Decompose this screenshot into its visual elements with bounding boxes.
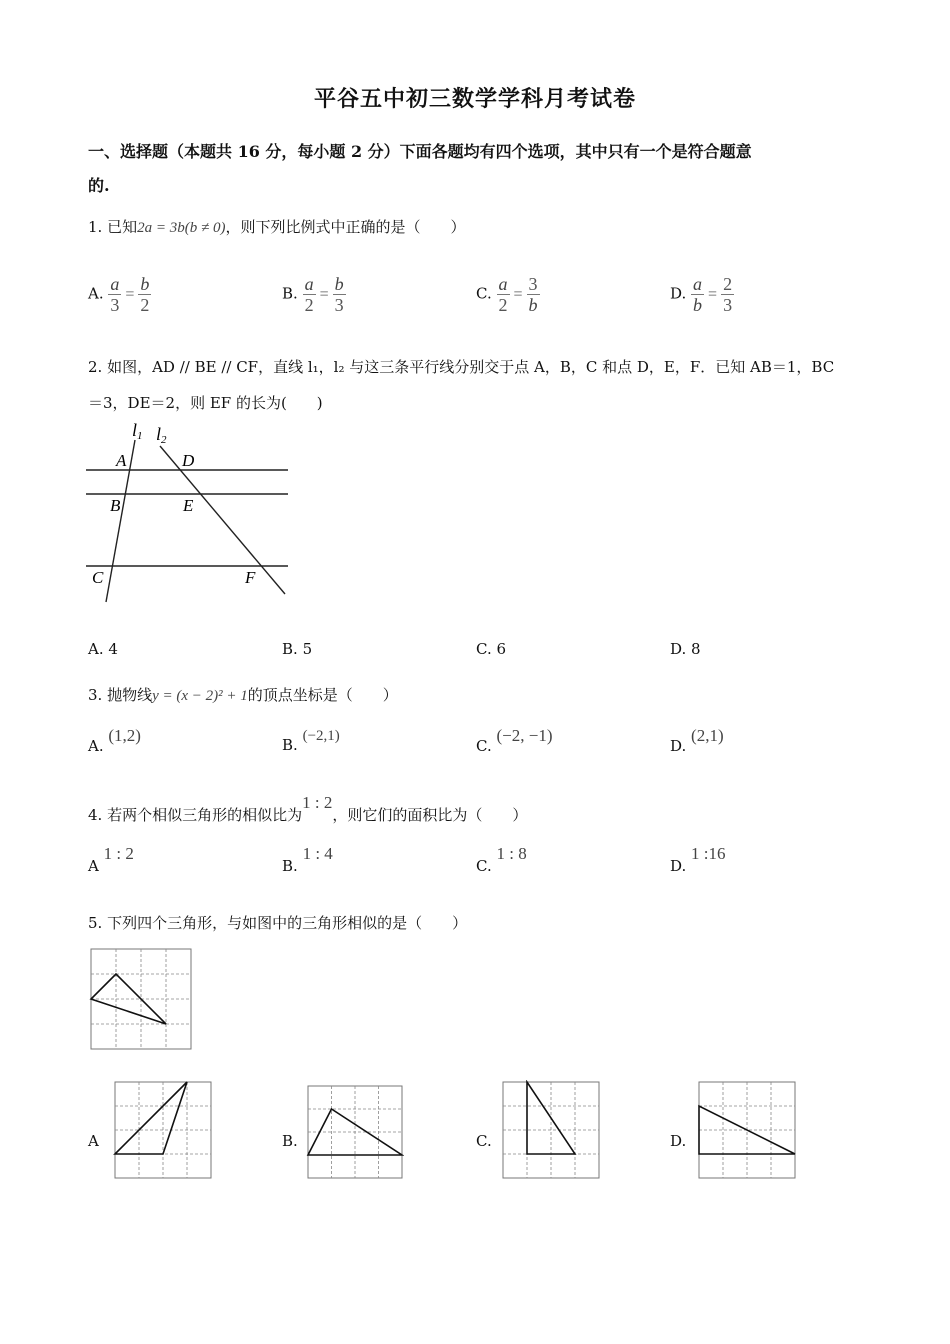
q3-prefix: 抛物线: [107, 686, 153, 704]
page-title: 平谷五中初三数学学科月考试卷: [313, 86, 636, 112]
q2-option-d[interactable]: D. 8: [670, 640, 701, 658]
q5-option-c-grid[interactable]: [500, 1080, 602, 1180]
q5-option-a-label[interactable]: A: [88, 1132, 99, 1150]
q2-option-a[interactable]: A. 4: [88, 640, 118, 658]
q1-option-d[interactable]: D. $\frac{a}{b}$ = $\frac{2}{3}$: [670, 274, 733, 315]
q1-math: 2a = 3b(b ≠ 0): [137, 220, 226, 236]
question-3: [88, 680, 878, 711]
q1-option-c[interactable]: C. $\frac{a}{2}$ = $\frac{3}{b}$: [476, 274, 538, 315]
option-label: B.: [282, 284, 298, 303]
section-heading-line2: 的.: [88, 176, 110, 195]
q1-number: 1.: [88, 218, 103, 236]
line-l2: [160, 446, 285, 594]
q5-option-a-grid[interactable]: [112, 1080, 214, 1180]
q3-option-c[interactable]: C. (−2, −1): [476, 726, 553, 755]
option-a-triangle: [115, 1082, 187, 1154]
option-label: D.: [670, 284, 687, 303]
q3-option-d[interactable]: D. (2,1): [670, 726, 724, 755]
q4-suffix: ，则它们的面积比为（ ）: [332, 806, 528, 824]
section-heading-line1: 一、选择题（本题共 16 分，每小题 2 分）下面各题均有四个选项，其中只有一个是符合题意: [88, 142, 752, 161]
q4-prefix: 若两个相似三角形的相似比为: [107, 806, 303, 824]
q3-number: 3.: [88, 686, 103, 704]
question-2: [88, 352, 878, 418]
question-1: [88, 212, 878, 243]
question-5: 5. 下列四个三角形，与如图中的三角形相似的是（ ）: [88, 914, 468, 932]
section-heading: [88, 135, 868, 203]
q5-reference-triangle-grid: [88, 946, 194, 1052]
q4-number: 4.: [88, 806, 103, 824]
q3-option-b[interactable]: B. (−2,1): [282, 728, 340, 754]
option-label: C.: [476, 284, 492, 303]
q4-option-a[interactable]: A 1 : 2: [88, 844, 134, 875]
q1-option-b[interactable]: B. $\frac{a}{2}$ = $\frac{b}{3}$: [282, 274, 344, 315]
q5-option-d-label[interactable]: D.: [670, 1132, 687, 1150]
option-label: A.: [88, 284, 104, 303]
q5-option-b-label[interactable]: B.: [282, 1132, 298, 1150]
q1-prefix: 已知: [107, 218, 138, 236]
label-l1: l1: [132, 422, 143, 442]
label-l2: l2: [156, 424, 167, 446]
q2-option-b[interactable]: B. 5: [282, 640, 313, 658]
label-f: F: [245, 568, 256, 587]
q2-option-c[interactable]: C. 6: [476, 640, 507, 658]
q5-option-b-grid[interactable]: [306, 1084, 404, 1180]
q1-suffix: ，则下列比例式中正确的是（ ）: [225, 218, 466, 236]
question-4: [88, 793, 878, 830]
q2-line1: 2. 如图，AD // BE // CF，直线 l₁，l₂ 与这三条平行线分别交于点 A，B，C 和点 D，E，F．已知 AB＝1，BC: [88, 358, 835, 376]
q5-option-d-grid[interactable]: [696, 1080, 798, 1180]
q4-option-d[interactable]: D. 1 :16: [670, 844, 726, 875]
q1-option-a[interactable]: A. $\frac{a}{3}$ = $\frac{b}{2}$: [88, 274, 150, 315]
q2-parallel-lines-figure: [80, 422, 300, 607]
label-d: D: [182, 451, 195, 470]
q4-option-b[interactable]: B. 1 : 4: [282, 844, 333, 875]
q3-suffix: 的顶点坐标是（ ）: [247, 686, 398, 704]
q3-math: y = (x − 2)² + 1: [152, 688, 248, 704]
label-a: A: [116, 451, 127, 470]
q5-option-c-label[interactable]: C.: [476, 1132, 492, 1150]
q2-line2: ＝3，DE＝2，则 EF 的长为( ): [88, 394, 323, 412]
label-c: C: [92, 568, 104, 587]
label-e: E: [183, 496, 194, 515]
q4-math: 1 : 2: [302, 793, 333, 812]
label-b: B: [110, 496, 121, 515]
q3-option-a[interactable]: A. (1,2): [88, 726, 141, 755]
q4-option-c[interactable]: C. 1 : 8: [476, 844, 527, 875]
